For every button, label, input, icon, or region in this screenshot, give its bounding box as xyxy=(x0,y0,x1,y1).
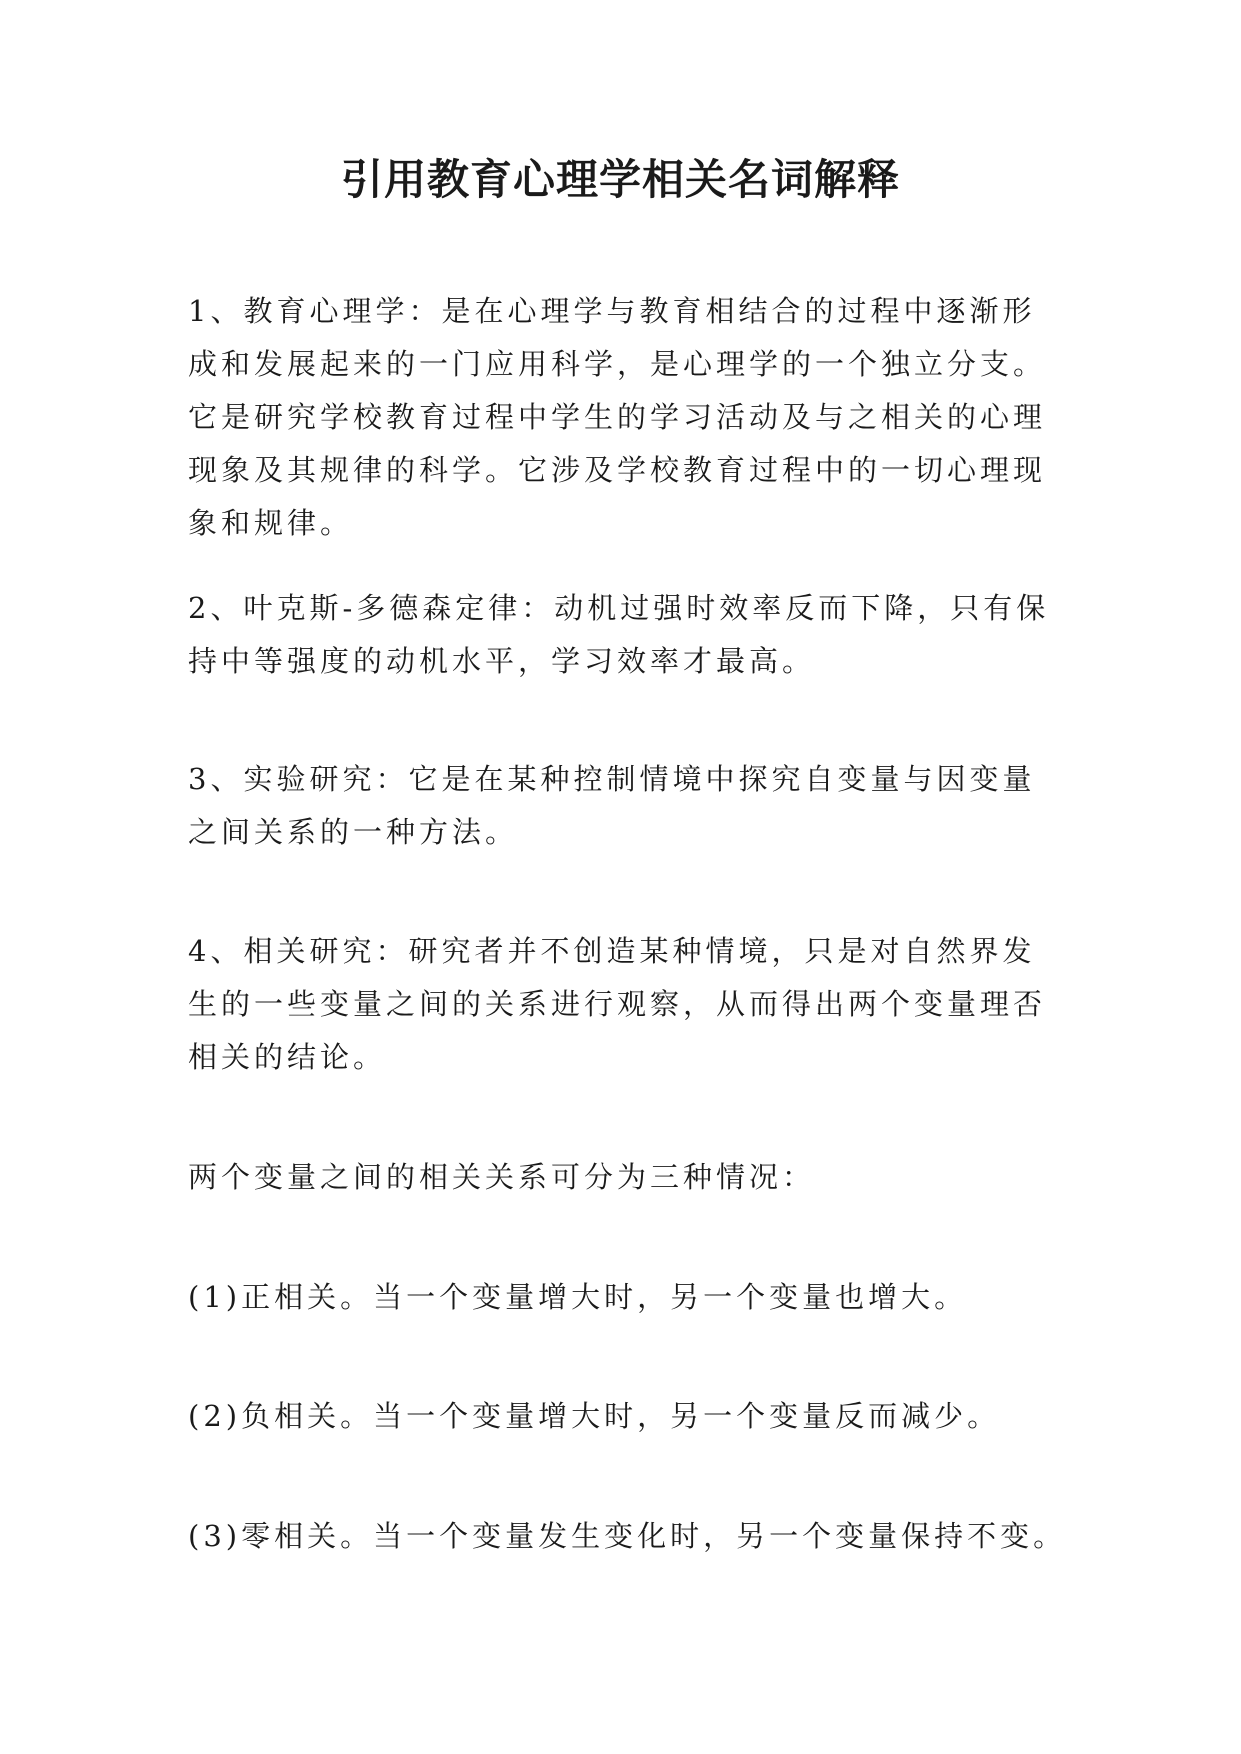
document-title: 引用教育心理学相关名词解释 xyxy=(340,155,900,204)
paragraph-zero-correlation: (3)零相关。当一个变量发生变化时，另一个变量保持不变。 xyxy=(188,1519,1067,1553)
paragraph-positive-correlation: (1)正相关。当一个变量增大时，另一个变量也增大。 xyxy=(188,1280,968,1314)
paragraph-educational-psychology: 1、教育心理学：是在心理学与教育相结合的过程中逐渐形成和发展起来的一门应用科学，是心理学的一个独立分支。它是研究学校教育过程中学生的学习活动及与之相关的心理现象及其规律的科学。它涉及学校教育过程中的一切心理现象和规律。 xyxy=(188,294,1047,540)
paragraph-correlational-research: 4、相关研究：研究者并不创造某种情境，只是对自然界发生的一些变量之间的关系进行观察，从而得出两个变量理否相关的结论。 xyxy=(188,934,1047,1074)
paragraph-negative-correlation: (2)负相关。当一个变量增大时，另一个变量反而减少。 xyxy=(188,1399,1001,1433)
paragraph-correlation-types-intro: 两个变量之间的相关关系可分为三种情况： xyxy=(188,1160,816,1194)
paragraph-experimental-research: 3、实验研究：它是在某种控制情境中探究自变量与因变量之间关系的一种方法。 xyxy=(188,762,1036,849)
paragraph-yerkes-dodson-law: 2、叶克斯-多德森定律：动机过强时效率反而下降，只有保持中等强度的动机水平，学习效率才最高。 xyxy=(188,591,1050,678)
